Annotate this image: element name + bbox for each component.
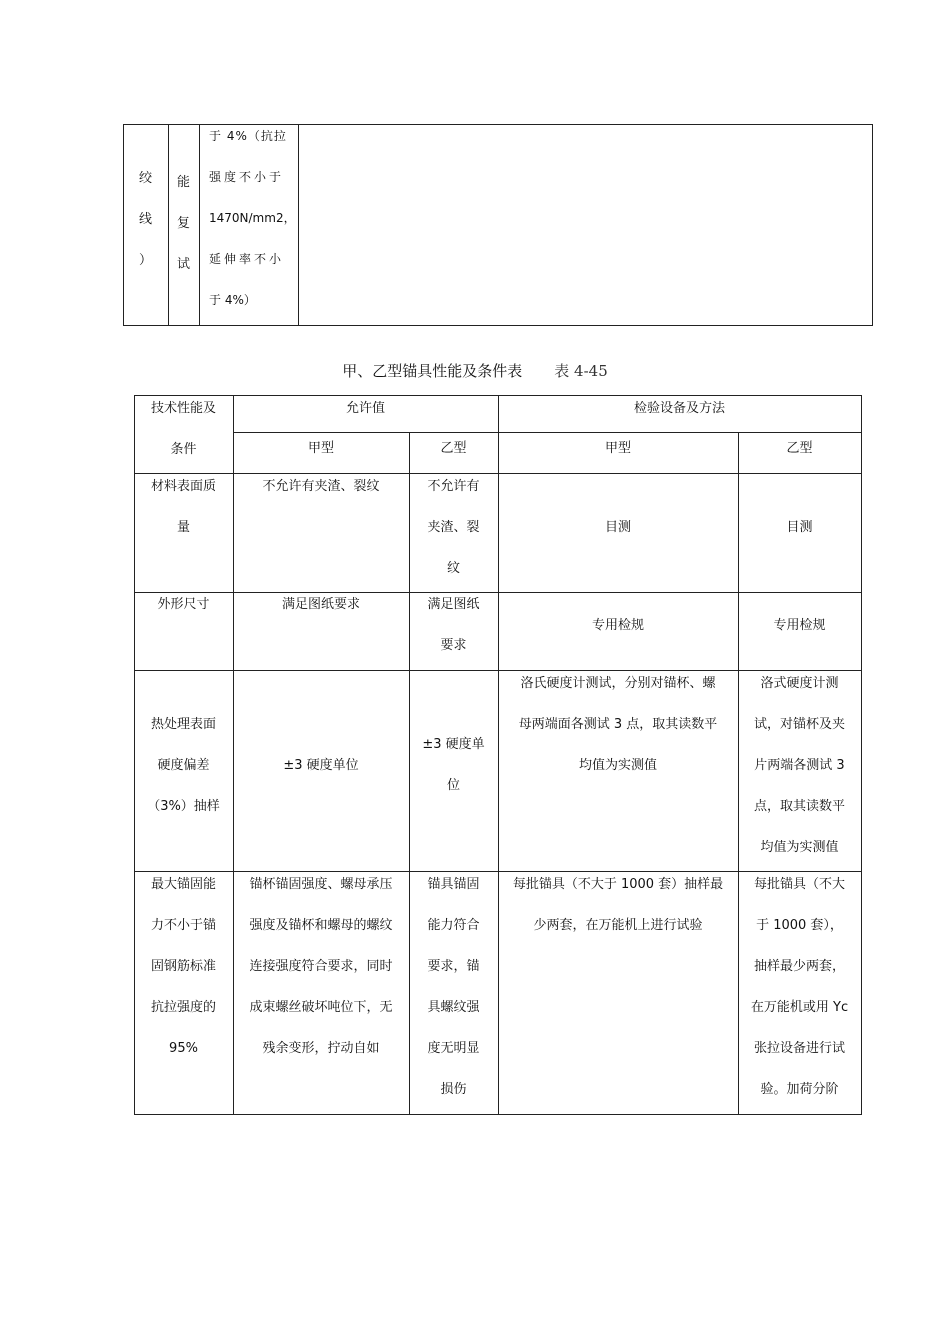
cell-line: 成束螺丝破坏吨位下，无 [249, 1000, 393, 1015]
row2-allowed-yi [409, 584, 498, 666]
fragment-col3-line: 于 4%） [209, 293, 256, 307]
cell-line: 专用检规 [773, 618, 826, 633]
cell-line: 洛氏硬度计测试，分别对锚杯、螺 [520, 676, 716, 691]
cell-line: 能力符合 [427, 918, 480, 933]
row2-method-yi [738, 605, 861, 646]
cell-line: 目测 [786, 520, 813, 535]
cell-line: 95% [169, 1041, 198, 1056]
cell-line: 材料表面质 [150, 479, 216, 494]
cell-line: 具螺纹强 [427, 1000, 480, 1015]
cell-line: 热处理表面 [150, 717, 216, 732]
header-allowed-yi: 乙型 [440, 441, 467, 456]
cell-line: 均值为实测值 [760, 840, 839, 855]
cell-line: ±3 硬度单 [422, 737, 485, 752]
cell-line: 固钢筋标准 [150, 959, 216, 974]
fragment-col3-line: 于 4%（抗拉 [209, 129, 287, 143]
cell-line: 试，对锚杯及夹 [753, 717, 845, 732]
table-code: 表 4-45 [554, 362, 608, 380]
row2-condition [134, 584, 233, 625]
row2-allowed-jia [233, 584, 409, 625]
fragment-col1-line: ） [138, 253, 152, 268]
header-allowed-jia: 甲型 [307, 441, 334, 456]
fragment-col3-line: 1470N/mm2， [209, 211, 296, 225]
cell-line: 在万能机或用 Yc [750, 1000, 849, 1015]
header-inspection-method: 检验设备及方法 [633, 401, 725, 416]
cell-line: 位 [446, 778, 460, 793]
cell-line: 满足图纸要求 [281, 597, 360, 612]
cell-line: 专用检规 [591, 618, 644, 633]
fragment-col3-line: 延伸率不小 [209, 252, 285, 266]
row2-method-jia [498, 605, 738, 646]
row3-allowed-yi [409, 724, 498, 806]
fragment-col2 [168, 162, 199, 285]
row4-allowed-yi [409, 864, 498, 1110]
cell-line: 母两端面各测试 3 点，取其读数平 [518, 717, 718, 732]
cell-line: 硬度偏差 [157, 758, 210, 773]
row1-condition [134, 466, 233, 548]
fragment-col1-line: 线 [138, 212, 152, 227]
cell-line: 点，取其读数平 [753, 799, 845, 814]
row1-allowed-yi [409, 466, 498, 589]
fragment-col1 [123, 158, 168, 281]
cell-line: 均值为实测值 [578, 758, 657, 773]
cell-line: 量 [176, 520, 190, 535]
row3-method-jia [498, 663, 738, 786]
cell-line: 于 1000 套）， [756, 918, 843, 933]
header-tech-condition [134, 388, 233, 470]
table-title-text: 甲、乙型锚具性能及条件表 [342, 362, 523, 380]
cell-line: 残余变形，拧动自如 [262, 1041, 380, 1056]
cell-line: 最大锚固能 [150, 877, 216, 892]
cell-line: 要求，锚 [427, 959, 480, 974]
cell-line: 不允许有夹渣、裂纹 [262, 479, 380, 494]
cell-line: 片两端各测试 3 [754, 758, 845, 773]
cell-line: 目测 [604, 520, 631, 535]
fragment-col2-line: 试 [176, 257, 190, 272]
cell-line: 力不小于锚 [150, 918, 216, 933]
row3-allowed-jia [233, 745, 409, 786]
cell-line: 损伤 [440, 1082, 467, 1097]
cell-line: 张拉设备进行试 [753, 1041, 845, 1056]
row4-method-yi [738, 864, 861, 1110]
cell-line: 外形尺寸 [157, 597, 210, 612]
cell-line: 强度及锚杯和螺母的螺纹 [249, 918, 393, 933]
cell-line: （3%）抽样 [147, 799, 220, 814]
cell-line: 度无明显 [427, 1041, 480, 1056]
header-allowed-value: 允许值 [345, 401, 385, 416]
cell-line: 不允许有 [427, 479, 480, 494]
cell-line: ±3 硬度单位 [283, 758, 359, 773]
fragment-col2-line: 能 [176, 175, 190, 190]
cell-line: 每批锚具（不大于 1000 套）抽样最 [512, 877, 724, 892]
cell-line: 锚具锚固 [427, 877, 480, 892]
cell-line: 锚杯锚固强度、螺母承压 [249, 877, 393, 892]
row1-method-yi [738, 507, 861, 548]
row4-allowed-jia [233, 864, 409, 1069]
cell-line: 洛式硬度计测 [760, 676, 839, 691]
cell-line: 夹渣、裂 [427, 520, 480, 535]
header-tech-line: 技术性能及 [150, 401, 216, 416]
table-title [0, 360, 950, 381]
row1-allowed-jia [233, 466, 409, 507]
cell-line: 验。加荷分阶 [760, 1082, 839, 1097]
header-method-yi: 乙型 [786, 441, 813, 456]
cell-line: 抽样最少两套， [753, 959, 845, 974]
cell-line: 连接强度符合要求，同时 [249, 959, 393, 974]
fragment-col3 [209, 116, 295, 321]
cell-line: 要求 [440, 638, 467, 653]
cell-line: 纹 [446, 561, 460, 576]
row3-condition [134, 704, 233, 827]
row4-method-jia [498, 864, 738, 946]
cell-line: 满足图纸 [427, 597, 480, 612]
cell-line: 少两套，在万能机上进行试验 [533, 918, 703, 933]
row3-method-yi [738, 663, 861, 868]
header-method-jia: 甲型 [604, 441, 631, 456]
cell-line: 每批锚具（不大 [753, 877, 845, 892]
row1-method-jia [498, 507, 738, 548]
header-tech-line: 条件 [170, 442, 197, 457]
fragment-col1-line: 绞 [138, 171, 152, 186]
fragment-col3-line: 强度不小于 [209, 170, 285, 184]
row4-condition [134, 864, 233, 1069]
cell-line: 抗拉强度的 [150, 1000, 216, 1015]
fragment-col2-line: 复 [176, 216, 190, 231]
